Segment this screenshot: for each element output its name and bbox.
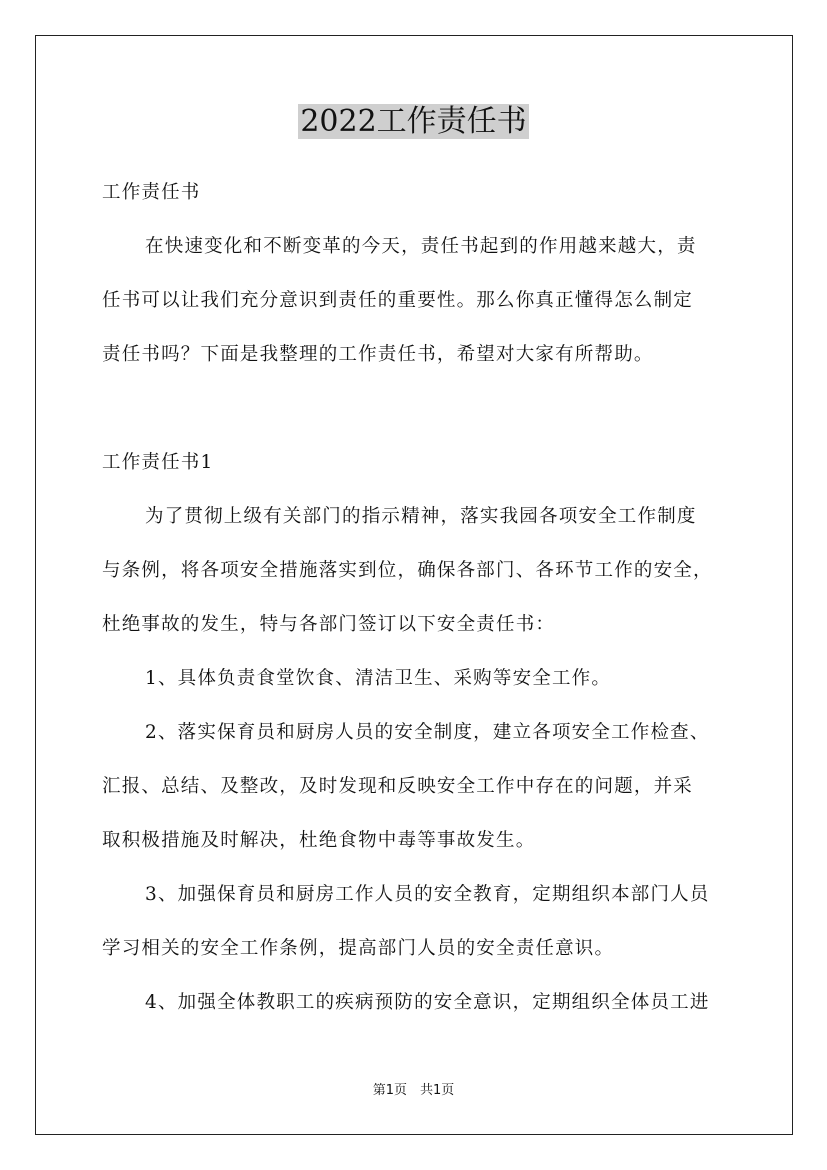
intro-line-3: 责任书吗？下面是我整理的工作责任书，希望对大家有所帮助。 <box>102 344 654 365</box>
item-3-line-2: 学习相关的安全工作条例，提高部门人员的安全责任意识。 <box>102 938 615 959</box>
section-heading-1: 工作责任书1 <box>102 452 214 473</box>
intro-line-2: 任书可以让我们充分意识到责任的重要性。那么你真正懂得怎么制定 <box>102 290 694 311</box>
item-2-line-1: 2、落实保育员和厨房人员的安全制度，建立各项安全工作检查、 <box>145 722 710 743</box>
item-4-line-1: 4、加强全体教职工的疾病预防的安全意识，定期组织全体员工进 <box>145 992 710 1013</box>
item-2-line-2: 汇报、总结、及整改，及时发现和反映安全工作中存在的问题，并采 <box>102 776 694 797</box>
document-title-text: 2022工作责任书 <box>300 104 527 139</box>
section1-line-1: 为了贯彻上级有关部门的指示精神，落实我园各项安全工作制度 <box>145 506 697 527</box>
page-footer: 第1页 共1页 <box>372 1083 455 1098</box>
document-title <box>0 98 827 146</box>
item-1-line-1: 1、具体负责食堂饮食、清洁卫生、采购等安全工作。 <box>145 668 612 689</box>
intro-line-1: 在快速变化和不断变革的今天，责任书起到的作用越来越大，责 <box>145 236 697 257</box>
item-2-line-3: 取积极措施及时解决，杜绝食物中毒等事故发生。 <box>102 830 536 851</box>
section1-line-2: 与条例，将各项安全措施落实到位，确保各部门、各环节工作的安全， <box>102 560 713 581</box>
section1-line-3: 杜绝事故的发生，特与各部门签订以下安全责任书： <box>102 614 556 635</box>
subtitle: 工作责任书 <box>102 182 201 203</box>
item-3-line-1: 3、加强保育员和厨房工作人员的安全教育，定期组织本部门人员 <box>145 884 710 905</box>
